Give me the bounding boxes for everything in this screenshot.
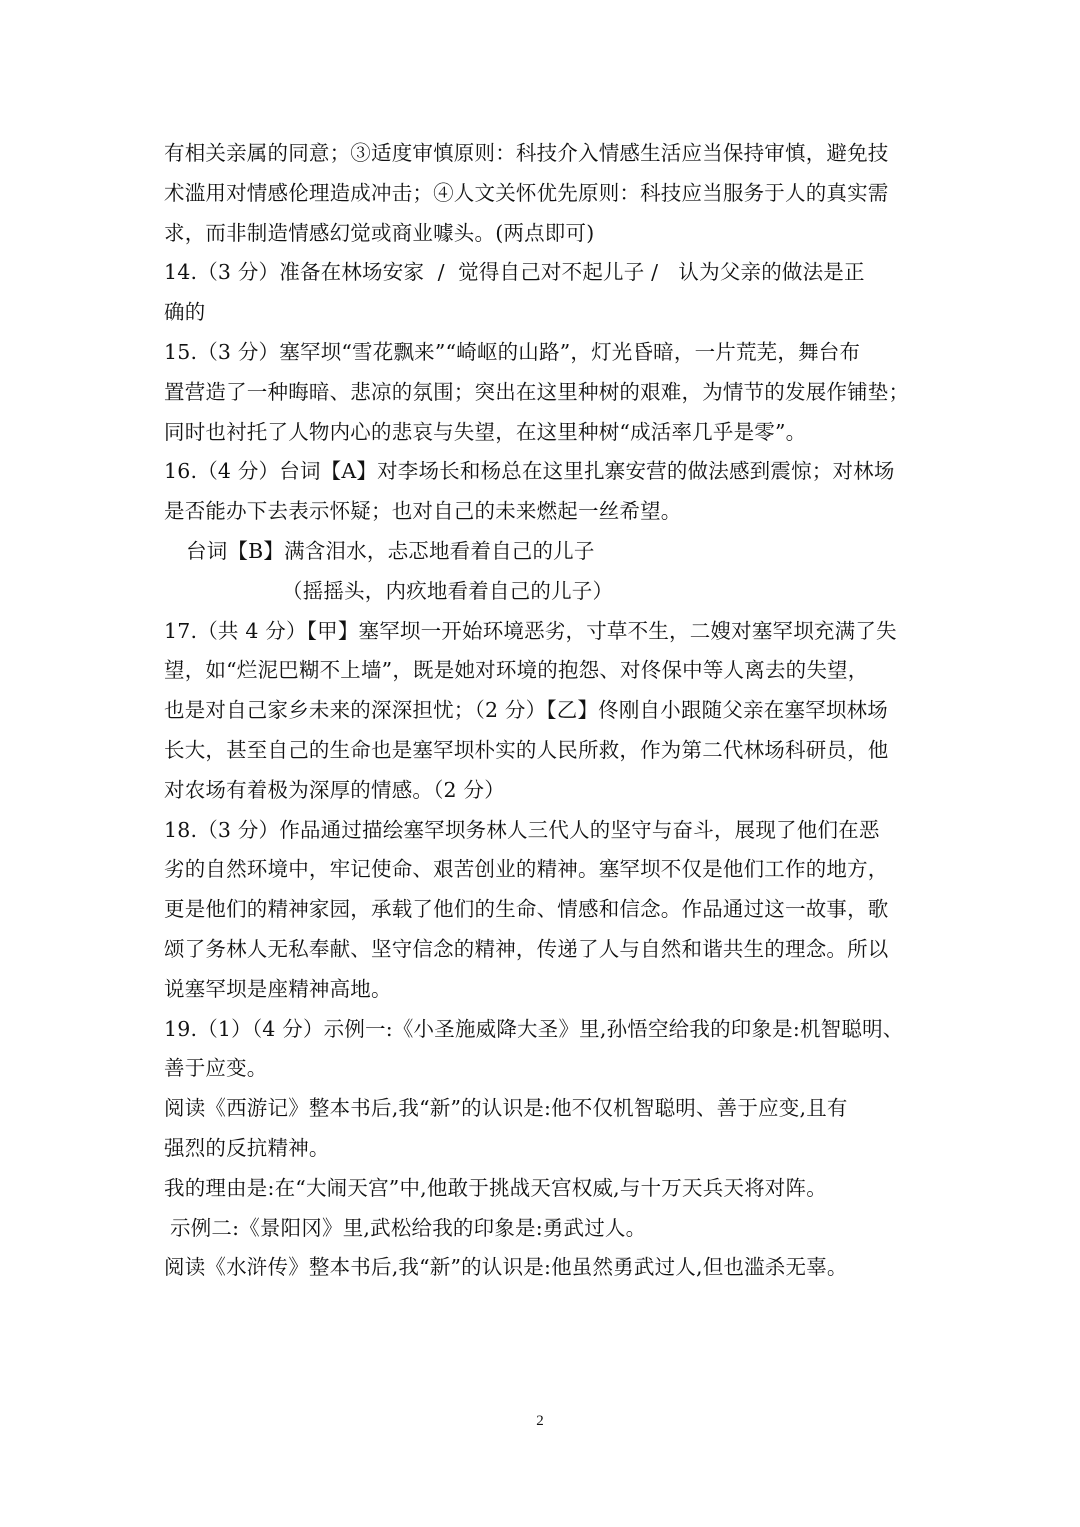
answer-17-line: 17.（共 4 分）【甲】塞罕坝一开始环境恶劣，寸草不生，二嫂对塞罕坝充满了失 — [164, 618, 897, 643]
text-line-indented: 台词【B】满含泪水，忐忑地看着自己的儿子 — [186, 538, 595, 563]
text-line: 确的 — [164, 300, 206, 325]
answer-19-line: 19.（1）（4 分）示例一:《小圣施威降大圣》里,孙悟空给我的印象是:机智聪明、 — [164, 1016, 904, 1041]
text-line: 阅读《水浒传》整本书后,我“新”的认识是:他虽然勇武过人,但也滥杀无辜。 — [164, 1255, 848, 1280]
text-line: 颂了务林人无私奉献、坚守信念的精神，传递了人与自然和谐共生的理念。所以 — [164, 936, 889, 961]
answer-14-line: 14.（3 分）准备在林场安家 / 觉得自己对不起儿子 / 认为父亲的做法是正 — [164, 260, 865, 285]
text-line: 望，如“烂泥巴糊不上墙”，既是她对环境的抱怨、对佟保中等人离去的失望， — [164, 658, 869, 683]
page-number: 2 — [536, 1413, 544, 1429]
text-line: 我的理由是:在“大闹天宫”中,他敢于挑战天宫权威,与十万天兵天将对阵。 — [164, 1175, 827, 1200]
answer-16-line: 16.（4 分）台词【A】对李场长和杨总在这里扎寨安营的做法感到震惊；对林场 — [164, 459, 895, 484]
text-line: 强烈的反抗精神。 — [164, 1135, 330, 1160]
text-line: 同时也衬托了人物内心的悲哀与失望，在这里种树“成活率几乎是零”。 — [164, 419, 807, 444]
text-line: 求，而非制造情感幻觉或商业噱头。(两点即可) — [164, 220, 595, 245]
text-line: 说塞罕坝是座精神高地。 — [164, 976, 392, 1001]
text-line: 更是他们的精神家园，承载了他们的生命、情感和信念。作品通过这一故事，歌 — [164, 897, 889, 922]
answer-text-body — [164, 134, 924, 1288]
text-line: 也是对自己家乡未来的深深担忧；（2 分）【乙】佟刚自小跟随父亲在塞罕坝林场 — [164, 698, 888, 723]
text-line: 长大，甚至自己的生命也是塞罕坝朴实的人民所救，作为第二代林场科研员，他 — [164, 737, 889, 762]
answer-15-line: 15.（3 分）塞罕坝“雪花飘来”“崎岖的山路”，灯光昏暗，一片荒芜，舞台布 — [164, 339, 861, 364]
text-line-indented: （摇摇头，内疚地看着自己的儿子） — [282, 578, 614, 603]
text-line-indented: 示例二:《景阳冈》里,武松给我的印象是:勇武过人。 — [170, 1215, 647, 1240]
text-line: 置营造了一种晦暗、悲凉的氛围；突出在这里种树的艰难，为情节的发展作铺垫； — [164, 379, 910, 404]
text-line: 劣的自然环境中，牢记使命、艰苦创业的精神。塞罕坝不仅是他们工作的地方， — [164, 857, 889, 882]
text-line: 是否能办下去表示怀疑；也对自己的未来燃起一丝希望。 — [164, 499, 682, 524]
answer-18-line: 18.（3 分）作品通过描绘塞罕坝务林人三代人的坚守与奋斗，展现了他们在恶 — [164, 817, 880, 842]
text-line: 术滥用对情感伦理造成冲击；④人文关怀优先原则：科技应当服务于人的真实需 — [164, 180, 889, 205]
text-line: 阅读《西游记》整本书后,我“新”的认识是:他不仅机智聪明、善于应变,且有 — [164, 1096, 848, 1121]
text-line: 对农场有着极为深厚的情感。（2 分） — [164, 777, 505, 802]
text-line: 有相关亲属的同意；③适度审慎原则：科技介入情感生活应当保持审慎，避免技 — [164, 141, 889, 165]
text-line: 善于应变。 — [164, 1056, 268, 1081]
